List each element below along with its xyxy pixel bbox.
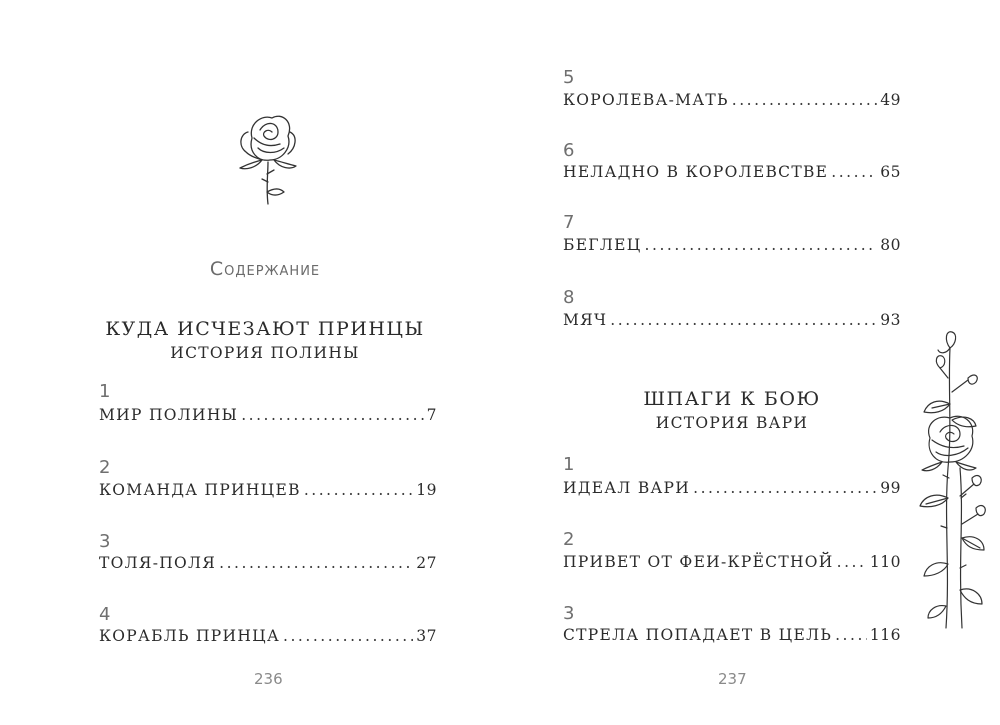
leader-dots: [835, 624, 867, 646]
toc-entry: [563, 234, 901, 256]
leader-dots: [610, 309, 877, 331]
toc-entry: [563, 477, 901, 499]
story-subtitle: ИСТОРИЯ ПОЛИНЫ: [170, 344, 360, 362]
toc-entry: [563, 309, 901, 331]
leader-dots: [645, 234, 878, 256]
chapter-number: 3: [563, 603, 575, 624]
toc-entry-title: МИР ПОЛИНЫ: [99, 406, 239, 424]
chapter-number: 2: [99, 457, 111, 478]
toc-entry-page: 49: [880, 91, 901, 109]
leader-dots: [831, 161, 877, 183]
right-page: [500, 0, 1000, 725]
toc-entry-title: КОРАБЛЬ ПРИНЦА: [99, 627, 281, 645]
page-number: 236: [254, 670, 283, 688]
toc-entry-title: МЯЧ: [563, 311, 608, 329]
chapter-number: 2: [563, 529, 575, 550]
toc-entry-page: 99: [880, 479, 901, 497]
toc-entry: [563, 89, 901, 111]
toc-entry-title: СТРЕЛА ПОПАДАЕТ В ЦЕЛЬ: [563, 626, 833, 644]
toc-entry-title: КОМАНДА ПРИНЦЕВ: [99, 481, 301, 499]
toc-entry-title: ПРИВЕТ ОТ ФЕИ-КРЁСТНОЙ: [563, 553, 834, 571]
toc-entry-page: 37: [416, 627, 437, 645]
chapter-number: 3: [99, 531, 111, 552]
story-title: ШПАГИ К БОЮ: [643, 388, 821, 410]
toc-entry: [99, 552, 437, 574]
contents-heading: Содержание: [209, 258, 321, 280]
leader-dots: [693, 477, 877, 499]
rose-branch-icon: [910, 328, 990, 638]
chapter-number: 6: [563, 140, 575, 161]
story-title: КУДА ИСЧЕЗАЮТ ПРИНЦЫ: [105, 318, 425, 340]
toc-entry-page: 80: [880, 236, 901, 254]
leader-dots: [304, 479, 413, 501]
toc-entry-page: 7: [426, 406, 437, 424]
toc-entry: [563, 161, 901, 183]
toc-entry-page: 65: [880, 163, 901, 181]
chapter-number: 5: [563, 67, 575, 88]
story-subtitle: ИСТОРИЯ ВАРИ: [655, 414, 809, 432]
toc-entry-title: ИДЕАЛ ВАРИ: [563, 479, 691, 497]
toc-entry-page: 27: [416, 554, 437, 572]
toc-entry-page: 116: [869, 626, 901, 644]
leader-dots: [837, 551, 867, 573]
toc-entry: [563, 624, 901, 646]
chapter-number: 7: [563, 212, 575, 233]
chapter-number: 1: [99, 381, 111, 402]
leader-dots: [732, 89, 878, 111]
page-number: 237: [718, 670, 747, 688]
leader-dots: [241, 404, 423, 426]
rose-icon: [232, 108, 300, 206]
toc-entry-page: 93: [880, 311, 901, 329]
leader-dots: [283, 625, 413, 647]
toc-entry: [99, 479, 437, 501]
leader-dots: [219, 552, 413, 574]
chapter-number: 8: [563, 287, 575, 308]
toc-entry: [99, 625, 437, 647]
toc-entry: [99, 404, 437, 426]
toc-entry-title: БЕГЛЕЦ: [563, 236, 642, 254]
toc-entry-title: НЕЛАДНО В КОРОЛЕВСТВЕ: [563, 163, 829, 181]
toc-entry-page: 110: [869, 553, 901, 571]
toc-entry-title: КОРОЛЕВА-МАТЬ: [563, 91, 729, 109]
toc-entry: [563, 551, 901, 573]
toc-entry-title: ТОЛЯ-ПОЛЯ: [99, 554, 217, 572]
toc-entry-page: 19: [416, 481, 437, 499]
chapter-number: 4: [99, 604, 111, 625]
chapter-number: 1: [563, 454, 575, 475]
